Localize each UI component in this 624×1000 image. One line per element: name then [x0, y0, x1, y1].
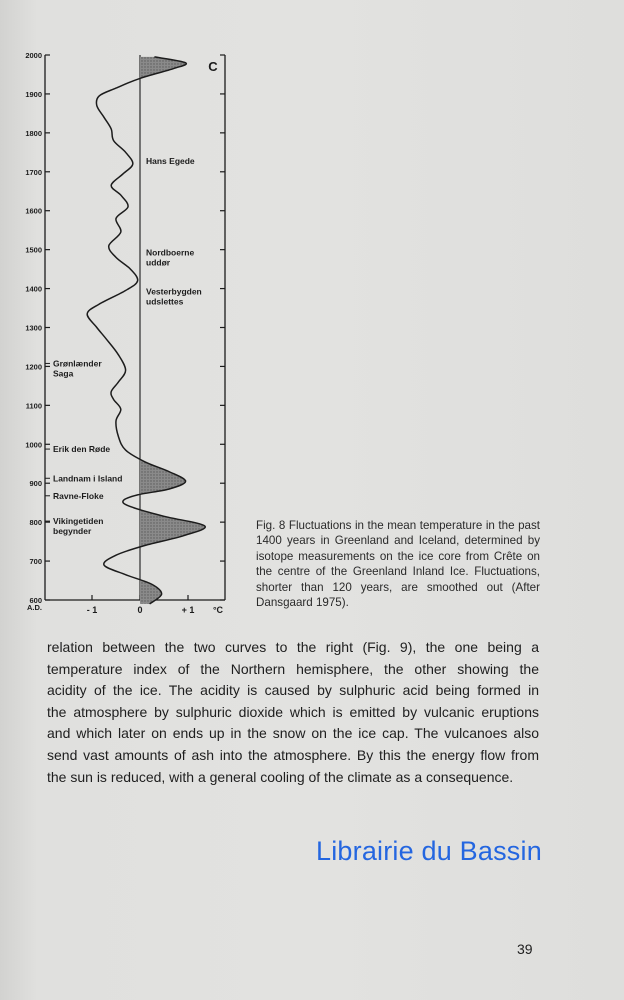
body-line: temperature index of the Northern hemisphere, the other showing the — [47, 660, 539, 677]
panel-label: C — [208, 59, 218, 74]
y-tick-label: 1300 — [25, 323, 42, 333]
y-tick-label: 1800 — [25, 128, 42, 138]
event-annotation: Ravne-Floke — [53, 490, 104, 501]
body-line: the sun is reduced, with a general cooling of the climate as a consequence. — [47, 768, 514, 785]
watermark: Librairie du Bassin — [316, 836, 542, 866]
body-line: and which later on ends up in the snow on the ice cap. The vulcanoes also — [47, 725, 539, 742]
body-line: relation between the two curves to the right (Fig. 9), the one being a — [47, 639, 539, 655]
x-axis-unit-label: °C — [212, 605, 224, 615]
body-line: send vast amounts of ash into the atmosphere. By this the energy flow from — [47, 746, 539, 763]
figure-caption: Fig. 8 Fluctuations in the mean temperature in the past 1400 years in Greenland and Iceland, determined by isotope measurements on the ice core from Crête on the centre of the Greenland Inland Ice. Fluctuations, shorter than 120 years, are smoothed out (After Dansgaard 1975). — [256, 519, 540, 610]
body-line: acidity of the ice. The acidity is caused by sulphuric acid being formed in — [47, 682, 539, 699]
event-annotation: Vikingetiden — [53, 516, 104, 527]
y-tick-label: 1400 — [25, 284, 42, 294]
y-tick-label: 600 — [29, 596, 42, 605]
event-annotation: Erik den Røde — [53, 444, 111, 455]
event-annotation: Hans Egede — [146, 156, 195, 166]
y-tick-label: 1900 — [25, 89, 42, 99]
event-annotation: uddør — [146, 257, 171, 268]
y-tick-label: 1200 — [25, 362, 42, 372]
event-annotation: Saga — [53, 368, 74, 379]
page-number: 39 — [517, 941, 533, 957]
y-tick-label: 1600 — [25, 206, 42, 216]
event-annotation: begynder — [53, 526, 92, 537]
y-tick-label: 800 — [29, 518, 42, 528]
body-line: the atmosphere by sulphuric dioxide which is emitted by vulcanic eruptions — [47, 703, 539, 720]
y-tick-label: 2000 — [25, 51, 42, 60]
y-tick-label: 1500 — [25, 245, 42, 255]
body-paragraph — [47, 637, 539, 788]
event-annotation: Grønlænder — [53, 358, 102, 369]
event-annotation: Vesterbygden — [146, 286, 202, 297]
event-annotation: Nordboerne — [146, 247, 195, 258]
y-tick-label: 1100 — [25, 401, 42, 411]
y-tick-label: 700 — [29, 557, 42, 567]
y-tick-label: 900 — [29, 479, 42, 489]
x-tick-label: + 1 — [181, 605, 195, 615]
x-tick-label: - 1 — [86, 605, 98, 615]
y-tick-label: 1000 — [25, 440, 42, 450]
event-annotation: Landnam i Island — [53, 473, 123, 484]
x-tick-label: 0 — [137, 605, 143, 615]
y-axis-era-label: A.D. — [27, 603, 42, 612]
event-annotation: udslettes — [146, 296, 184, 307]
y-tick-label: 1700 — [25, 167, 42, 177]
